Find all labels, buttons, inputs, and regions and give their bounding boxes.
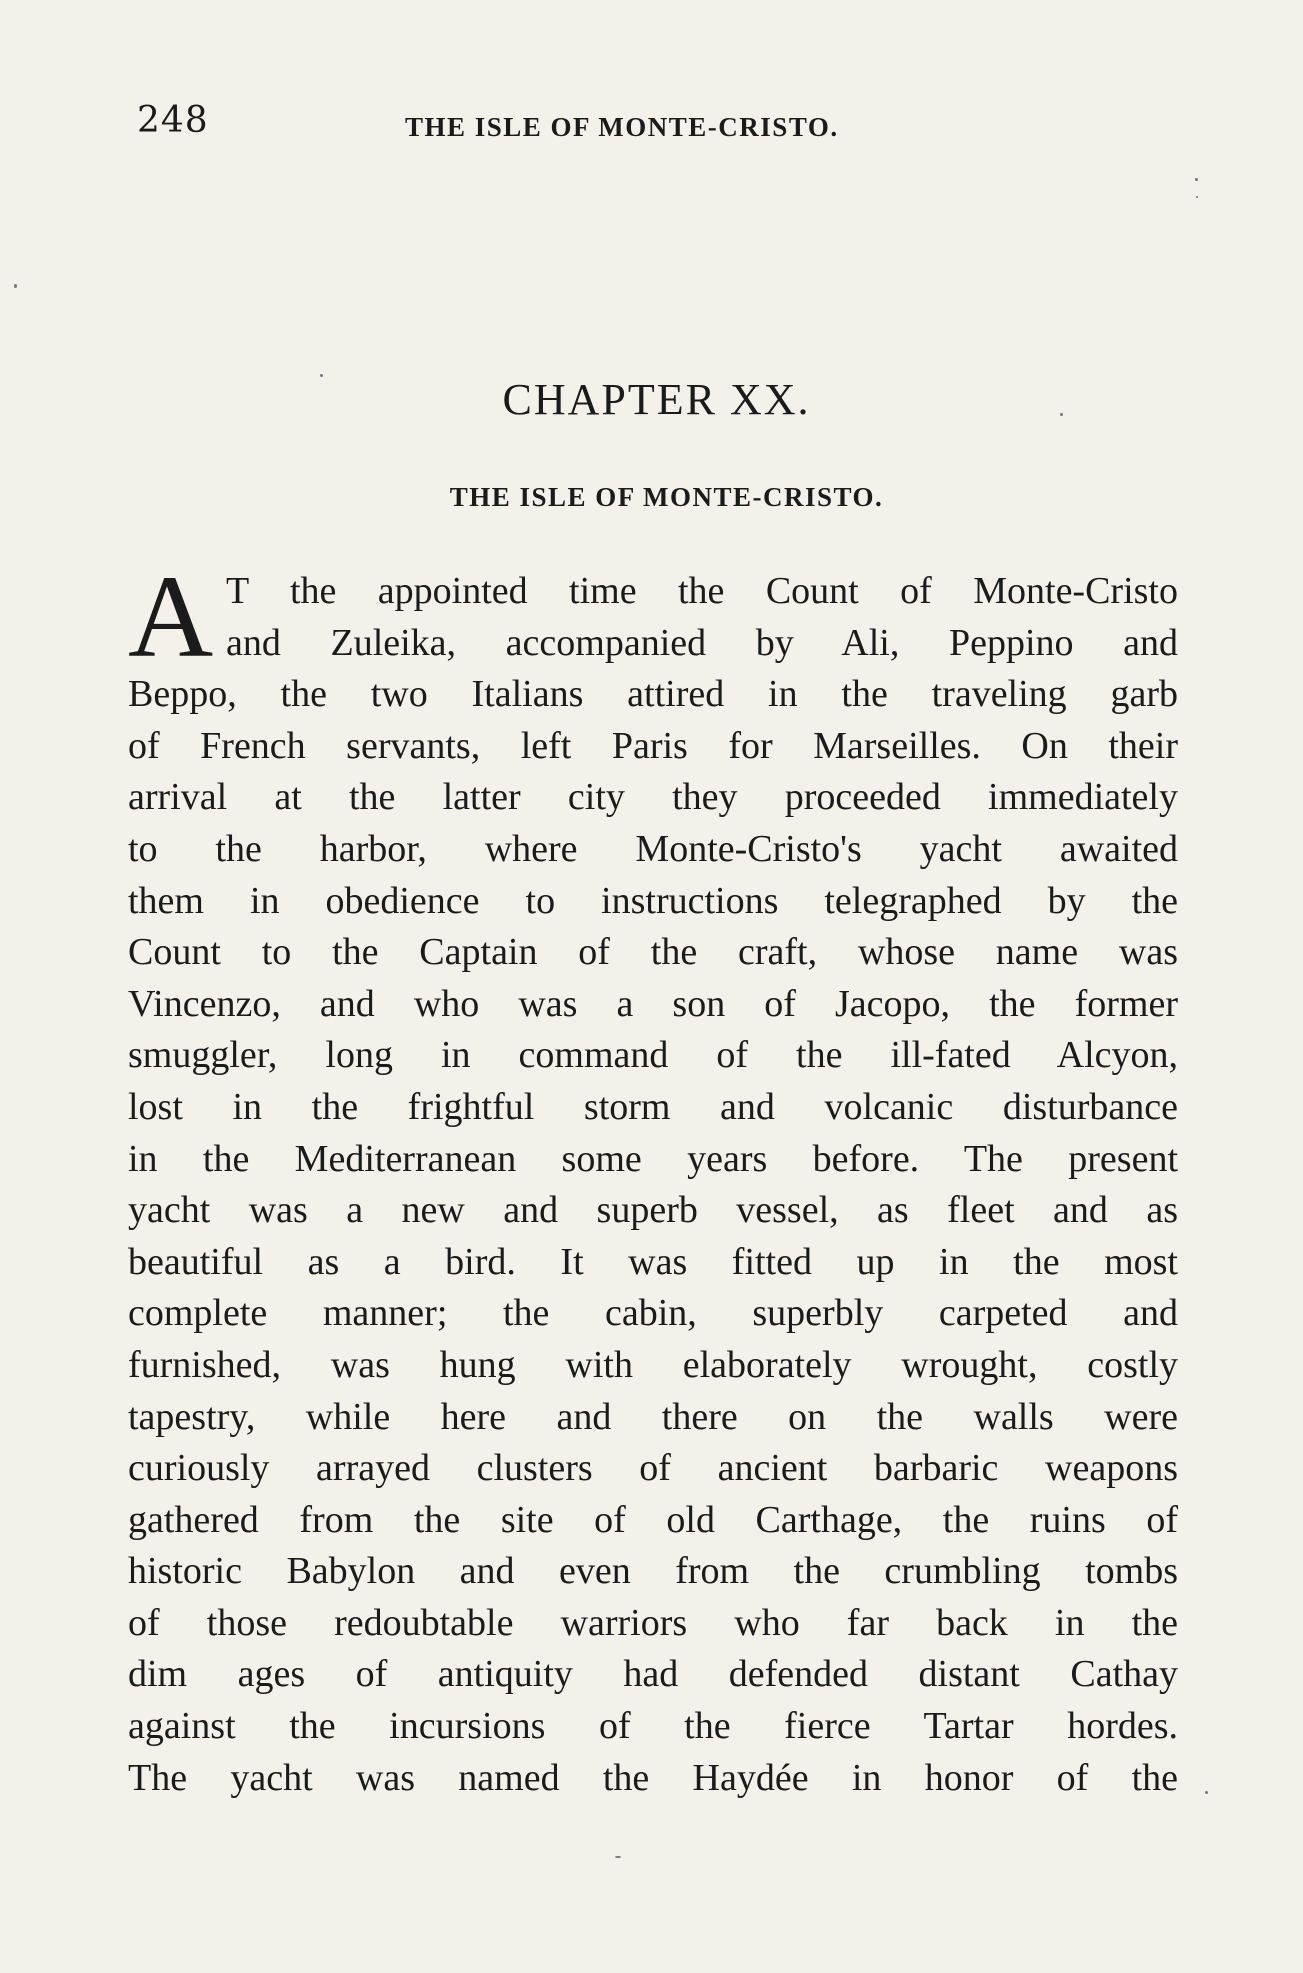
text-line: smuggler, long in command of the ill-fated Alcyon, (128, 1034, 1178, 1077)
text-line: against the incursions of the fierce Tartar hordes. (128, 1705, 1178, 1748)
text-line: beautiful as a bird. It was fitted up in the most (128, 1240, 1178, 1283)
text-line: arrival at the latter city they proceeded immediately (128, 776, 1178, 819)
paper-speck (615, 1856, 621, 1858)
text-line: Vincenzo, and who was a son of Jacopo, the former (128, 982, 1178, 1025)
text-line: and Zuleika, accompanied by Ali, Peppino and (226, 621, 1178, 664)
text-line: yacht was a new and superb vessel, as fleet and as (128, 1189, 1178, 1232)
text-line: lost in the frightful storm and volcanic disturbance (128, 1085, 1178, 1128)
paper-speck (1060, 413, 1063, 416)
paper-speck (320, 374, 323, 377)
text-line: furnished, was hung with elaborately wrought, costly (128, 1343, 1178, 1386)
text-line: them in obedience to instructions telegraphed by the (128, 879, 1178, 922)
running-title: THE ISLE OF MONTE-CRISTO. (405, 112, 839, 142)
text-line: dim ages of antiquity had defended distant Cathay (128, 1653, 1178, 1696)
paper-speck (1196, 196, 1198, 198)
chapter-subtitle: THE ISLE OF MONTE-CRISTO. (449, 482, 884, 512)
text-line: T the appointed time the Count of Monte-Cristo (226, 570, 1178, 612)
text-line: complete manner; the cabin, superbly carpeted and (128, 1292, 1178, 1335)
drop-cap: A (128, 551, 214, 682)
text-line: historic Babylon and even from the crumbling tombs (128, 1550, 1178, 1593)
text-line: tapestry, while here and there on the walls were (128, 1395, 1178, 1438)
body-text (128, 566, 1178, 1804)
text-line: curiously arrayed clusters of ancient barbaric weapons (128, 1447, 1178, 1490)
page-number: 248 (137, 100, 209, 141)
text-line: The yacht was named the Haydée in honor of the (128, 1756, 1178, 1799)
text-line: of French servants, left Paris for Marseilles. On their (128, 724, 1178, 767)
paper-speck (14, 284, 17, 288)
paper-speck (1195, 178, 1198, 181)
chapter-title: CHAPTER XX. (502, 375, 811, 424)
text-line: Beppo, the two Italians attired in the traveling garb (128, 673, 1178, 716)
text-line: in the Mediterranean some years before. The present (128, 1137, 1178, 1180)
text-line: of those redoubtable warriors who far back in the (128, 1601, 1178, 1644)
paper-speck (1205, 1791, 1208, 1794)
text-line: to the harbor, where Monte-Cristo's yacht awaited (128, 827, 1178, 870)
text-line: gathered from the site of old Carthage, the ruins of (128, 1498, 1178, 1541)
text-line: Count to the Captain of the craft, whose name was (128, 931, 1178, 974)
